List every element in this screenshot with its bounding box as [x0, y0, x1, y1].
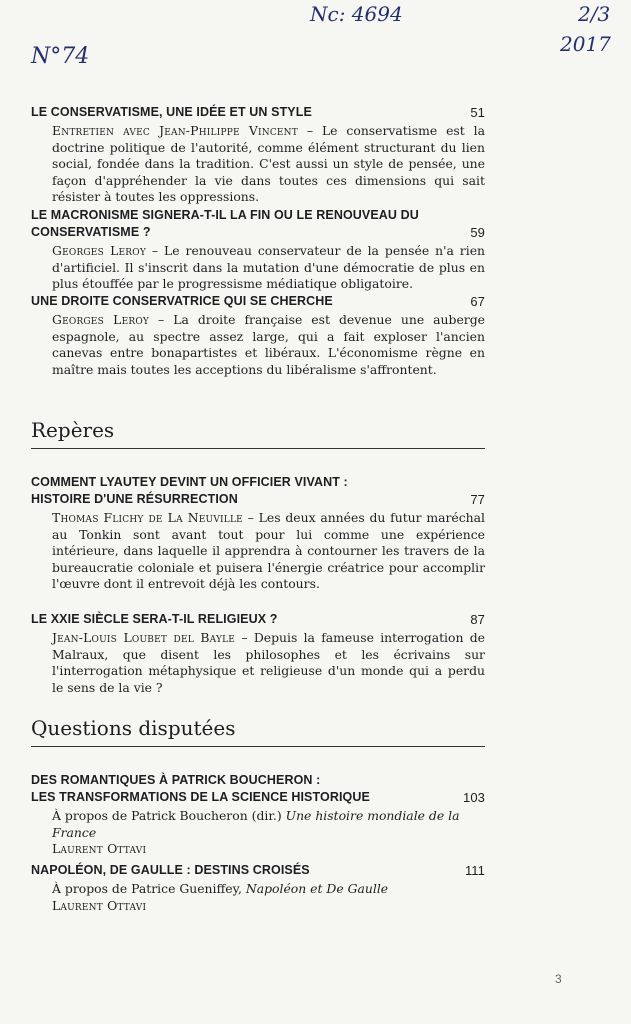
- entry-title: COMMENT LYAUTEY DEVINT UN OFFICIER VIVANT : HISTOIRE D'UNE RÉSURRECTION 77: [31, 475, 485, 507]
- toc-entry[interactable]: [31, 207, 485, 293]
- toc-entry[interactable]: [31, 474, 485, 593]
- toc-entry[interactable]: [31, 293, 485, 378]
- entry-page-number: 103: [463, 790, 485, 805]
- entry-page-number: 87: [470, 612, 485, 627]
- entry-title: NAPOLÉON, DE GAULLE : DESTINS CROISÉS 111: [31, 863, 485, 878]
- entry-author: Georges Leroy: [52, 312, 150, 327]
- entry-page-number: 77: [470, 492, 485, 507]
- entry-page-number: 59: [470, 225, 485, 240]
- section-heading-questions: Questions disputées: [31, 716, 485, 747]
- entry-page-number: 67: [470, 294, 485, 309]
- entry-title: UNE DROITE CONSERVATRICE QUI SE CHERCHE 67: [31, 294, 485, 309]
- page-number: 3: [555, 972, 562, 986]
- entry-summary: Entretien avec Jean-Philippe Vincent – Le conservatisme est la doctrine politique de l'autorité, comme élément structurant du lien social, fondée dans la tradition. C'est aussi un style de pensée, une façon d'appréhender la vie dans toutes ces dimensions qui sait résister à toutes les oppressions.: [52, 123, 486, 204]
- entry-author: Laurent Ottavi: [52, 897, 147, 913]
- handwritten-number: N°74: [31, 44, 90, 69]
- section-heading-reperes: Repères: [31, 418, 485, 449]
- entry-author: Jean-Louis Loubet del Bayle: [52, 630, 236, 645]
- entry-author: Laurent Ottavi: [52, 841, 147, 856]
- entry-page-number: 111: [464, 863, 485, 878]
- entry-title: LE XXIE SIÈCLE SERA-T-IL RELIGIEUX ? 87: [31, 612, 485, 627]
- entry-author: Entretien avec Jean-Philippe Vincent: [52, 123, 298, 138]
- entry-author: Thomas Flichy de La Neuville: [52, 510, 243, 525]
- toc-entry[interactable]: [31, 862, 485, 914]
- handwritten-date-top: 2/3: [578, 2, 611, 26]
- toc-entry[interactable]: [31, 104, 485, 206]
- handwritten-reference: Nc: 4694: [310, 2, 403, 26]
- toc-entry[interactable]: [31, 772, 485, 858]
- handwritten-date-year: 2017: [560, 32, 611, 56]
- entry-summary: Thomas Flichy de La Neuville – Les deux années du futur maréchal au Tonkin sont avant tout pour lui comme une expérience intérieure, dans laquelle il apprendra à contourner les travers de la bureaucratie coloniale et puisera l'énergie créatrice pour accomplir l'œuvre dont il entrevoit déjà les contours.: [52, 510, 486, 591]
- entry-title: LE MACRONISME SIGNERA-T-IL LA FIN OU LE RENOUVEAU DU CONSERVATISME ? 59: [31, 208, 485, 240]
- entry-summary: Georges Leroy – Le renouveau conservateur de la pensée n'a rien d'artificiel. Il s'inscrit dans la mutation d'une démocratie de plus en plus étouffée par le progressisme médiatique obligatoire.: [52, 243, 486, 291]
- entry-title: LE CONSERVATISME, UNE IDÉE ET UN STYLE 51: [31, 105, 485, 120]
- entry-summary: Jean-Louis Loubet del Bayle – Depuis la fameuse interrogation de Malraux, que disent les philosophes et les écrivains sur l'interrogation métaphysique et religieuse d'un monde qui a perdu le sens de la vie ?: [52, 630, 485, 695]
- entry-summary: Georges Leroy – La droite française est devenue une auberge espagnole, au spectre assez large, qui a fait exploser l'ancien canevas entre bonapartistes et libéraux. L'économisme règne en maître mais toutes les acceptions du libéralisme s'affrontent.: [52, 312, 485, 377]
- entry-author: Georges Leroy: [52, 243, 146, 258]
- toc-entry[interactable]: [31, 611, 485, 696]
- entry-page-number: 51: [470, 105, 485, 120]
- entry-about: À propos de Patrice Gueniffey, Napoléon et De Gaulle: [52, 881, 389, 896]
- entry-about: À propos de Patrick Boucheron (dir.) Une histoire mondiale de la France: [52, 808, 460, 840]
- entry-title: DES ROMANTIQUES À PATRICK BOUCHERON : LES TRANSFORMATIONS DE LA SCIENCE HISTORIQUE 103: [31, 773, 485, 805]
